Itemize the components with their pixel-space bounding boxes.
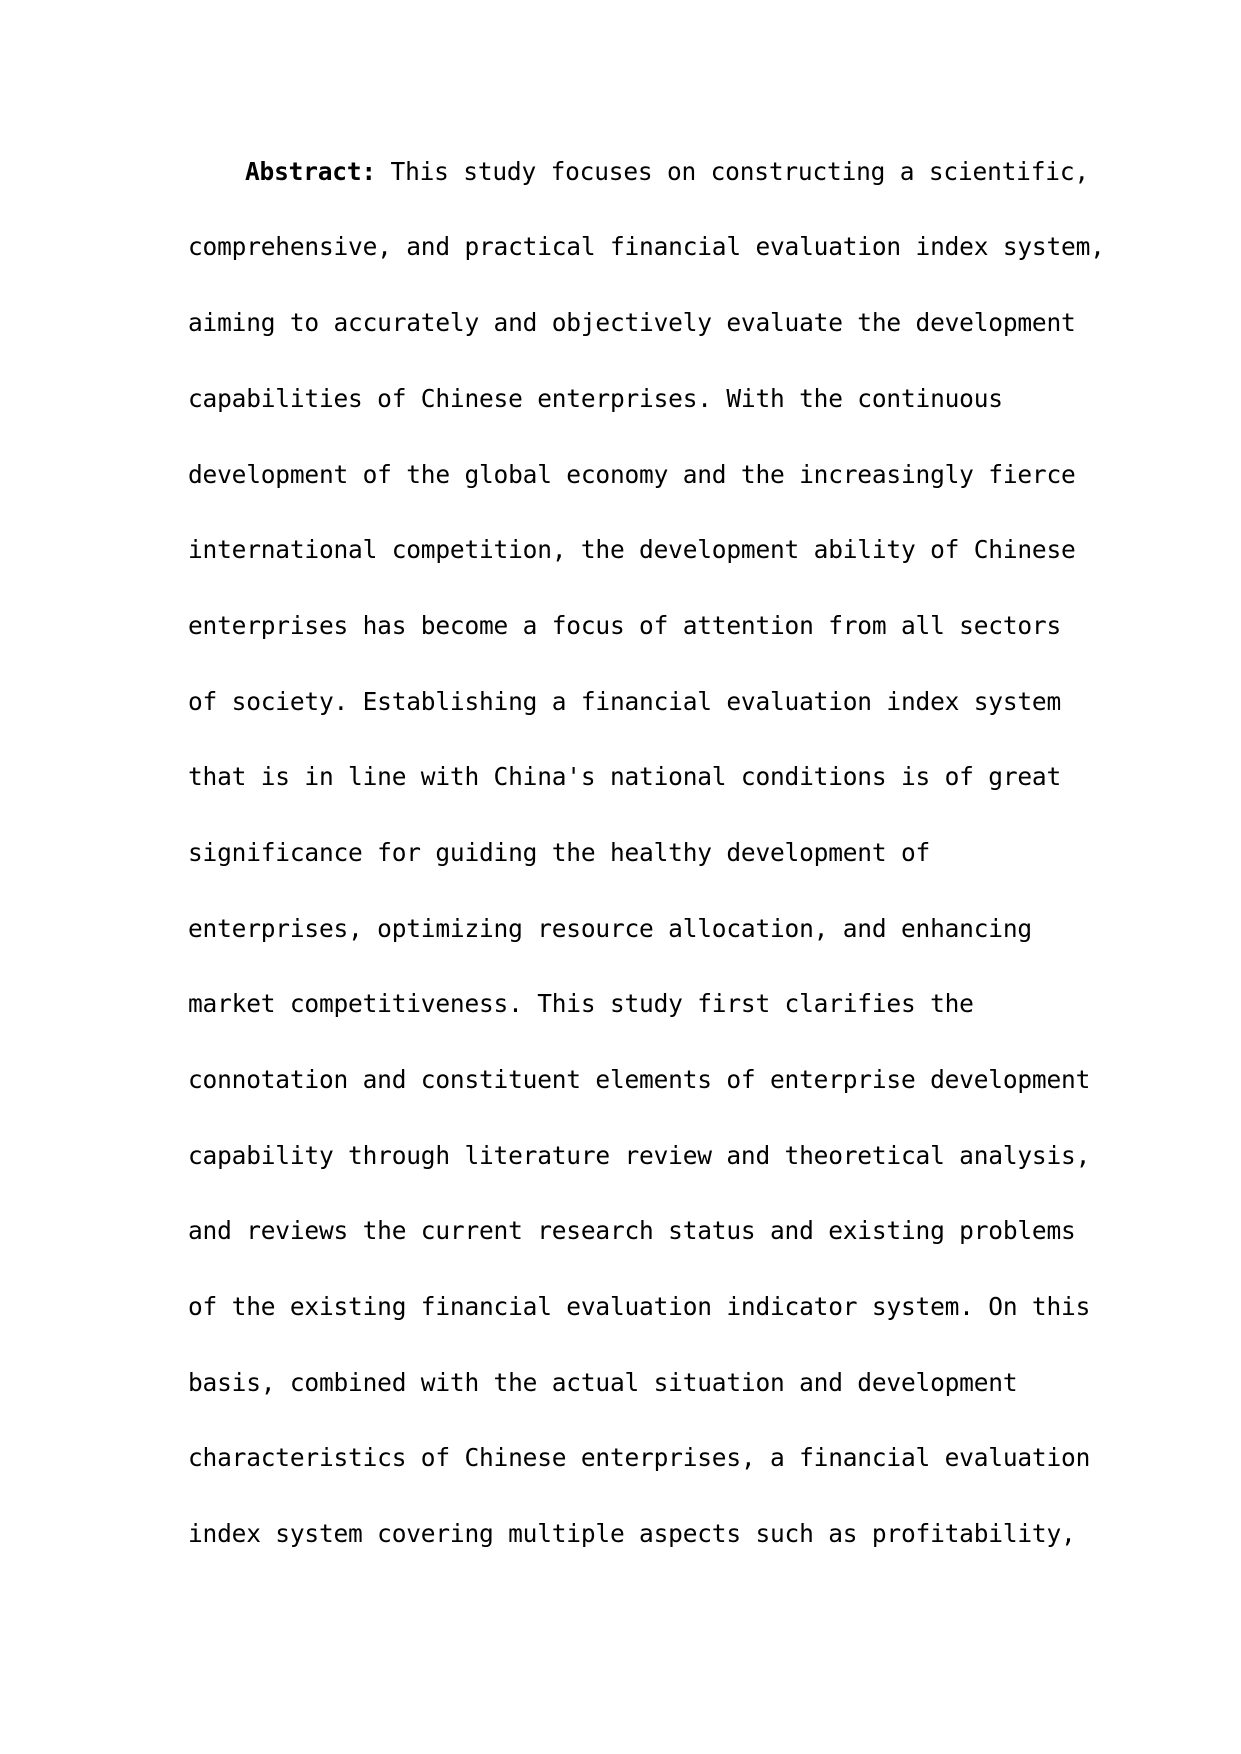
abstract-line: index system covering multiple aspects such as profitability, [188,1519,1076,1548]
abstract-line: aiming to accurately and objectively evaluate the development [188,308,1076,337]
abstract-label: Abstract: [245,157,376,186]
abstract-line [245,155,1089,189]
abstract-line: enterprises, optimizing resource allocation, and enhancing [188,914,1032,943]
abstract-line: and reviews the current research status and existing problems [188,1216,1076,1245]
abstract-line: characteristics of Chinese enterprises, a financial evaluation [188,1443,1091,1472]
abstract-line: of society. Establishing a financial evaluation index system [188,687,1062,716]
abstract-line: enterprises has become a focus of attention from all sectors [188,611,1062,640]
abstract-line-text: This study focuses on constructing a scientific, [390,157,1089,186]
abstract-line: international competition, the development ability of Chinese [188,535,1076,564]
abstract-line: of the existing financial evaluation indicator system. On this [188,1292,1091,1321]
abstract-line: comprehensive, and practical financial evaluation index system, [188,232,1105,261]
abstract-line: market competitiveness. This study first clarifies the [188,989,974,1018]
abstract-line: development of the global economy and the increasingly fierce [188,460,1076,489]
abstract-line: capability through literature review and theoretical analysis, [188,1141,1091,1170]
abstract-line: significance for guiding the healthy development of [188,838,931,867]
abstract-line: basis, combined with the actual situation and development [188,1368,1018,1397]
abstract-line: connotation and constituent elements of enterprise development [188,1065,1091,1094]
abstract-line: capabilities of Chinese enterprises. With the continuous [188,384,1003,413]
abstract-line: that is in line with China's national conditions is of great [188,762,1062,791]
